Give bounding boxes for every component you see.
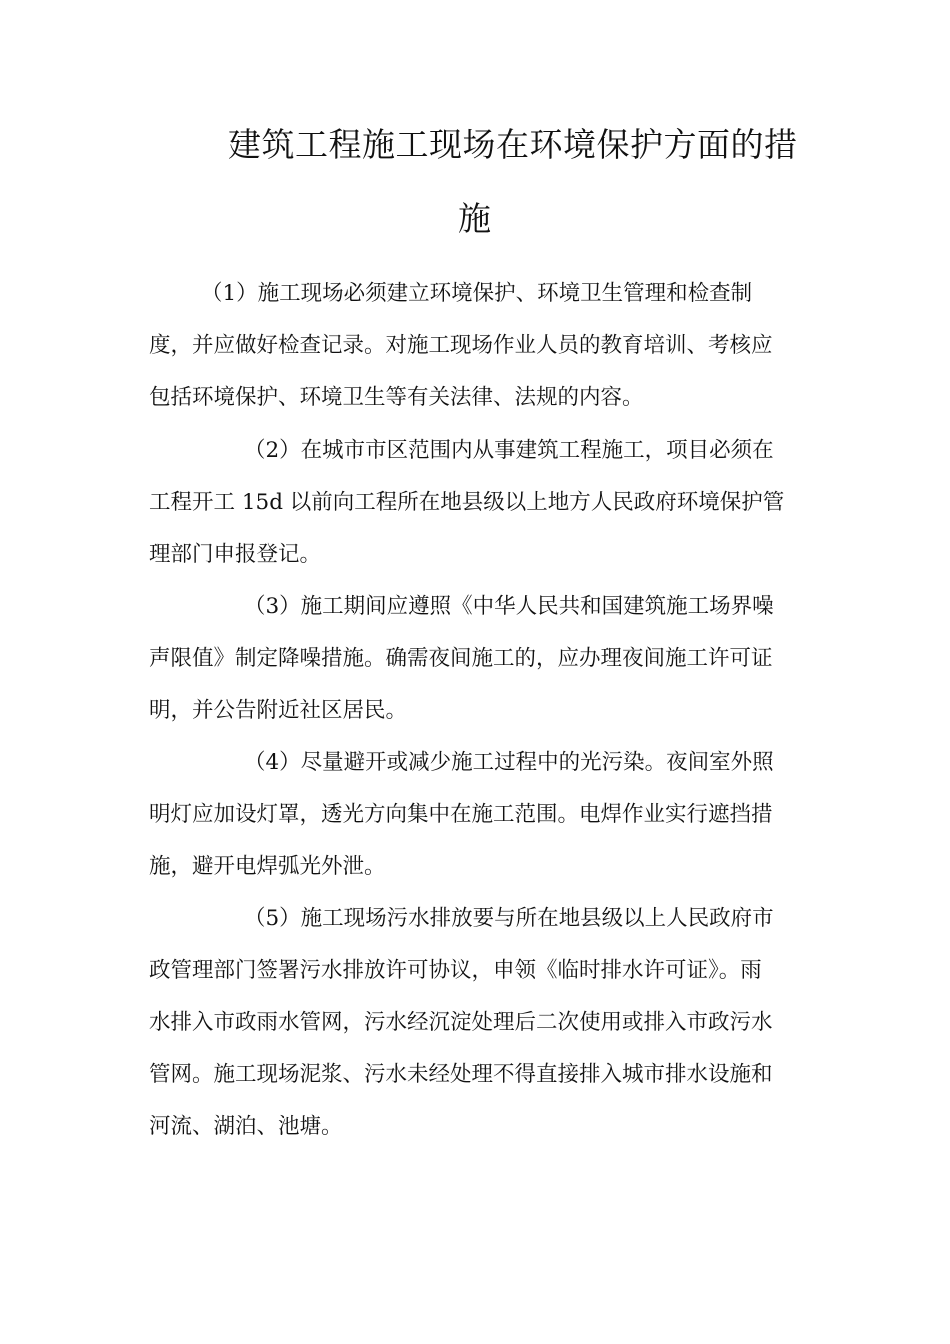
paragraph-4	[149, 737, 801, 893]
paragraph-line: 施，避开电焊弧光外泄。	[149, 854, 386, 879]
paragraph-line: （3）施工期间应遵照《中华人民共和国建筑施工场界噪	[244, 594, 774, 619]
paragraph-line: （2）在城市市区范围内从事建筑工程施工，项目必须在	[244, 438, 774, 463]
document-title-line-1: 建筑工程施工现场在环境保护方面的措	[228, 125, 798, 164]
paragraph-line: （4）尽量避开或减少施工过程中的光污染。夜间室外照	[244, 750, 774, 775]
paragraph-line: （5）施工现场污水排放要与所在地县级以上人民政府市	[244, 906, 774, 931]
paragraph-line: （1）施工现场必须建立环境保护、环境卫生管理和检查制	[201, 281, 753, 306]
paragraph-line: 理部门申报登记。	[149, 542, 322, 567]
paragraph-line: 水排入市政雨水管网，污水经沉淀处理后二次使用或排入市政污水	[149, 1010, 773, 1035]
paragraph-5	[149, 893, 801, 1153]
paragraph-2	[149, 425, 801, 581]
paragraph-line: 河流、湖泊、池塘。	[149, 1114, 343, 1139]
paragraph-line: 政管理部门签署污水排放许可协议，申领《临时排水许可证》。雨	[149, 958, 762, 983]
paragraph-line: 工程开工 15d 以前向工程所在地县级以上地方人民政府环境保护管	[149, 490, 785, 515]
paragraph-1	[149, 268, 801, 424]
paragraph-line: 明，并公告附近社区居民。	[149, 698, 408, 723]
paragraph-line: 明灯应加设灯罩，透光方向集中在施工范围。电焊作业实行遮挡措	[149, 802, 773, 827]
paragraph-line: 包括环境保护、环境卫生等有关法律、法规的内容。	[149, 385, 644, 410]
paragraph-line: 声限值》制定降噪措施。确需夜间施工的，应办理夜间施工许可证	[149, 646, 773, 671]
document-title-line-2: 施	[458, 199, 492, 238]
paragraph-line: 度，并应做好检查记录。对施工现场作业人员的教育培训、考核应	[149, 333, 773, 358]
paragraph-3	[149, 581, 801, 737]
paragraph-line: 管网。施工现场泥浆、污水未经处理不得直接排入城市排水设施和	[149, 1062, 773, 1087]
